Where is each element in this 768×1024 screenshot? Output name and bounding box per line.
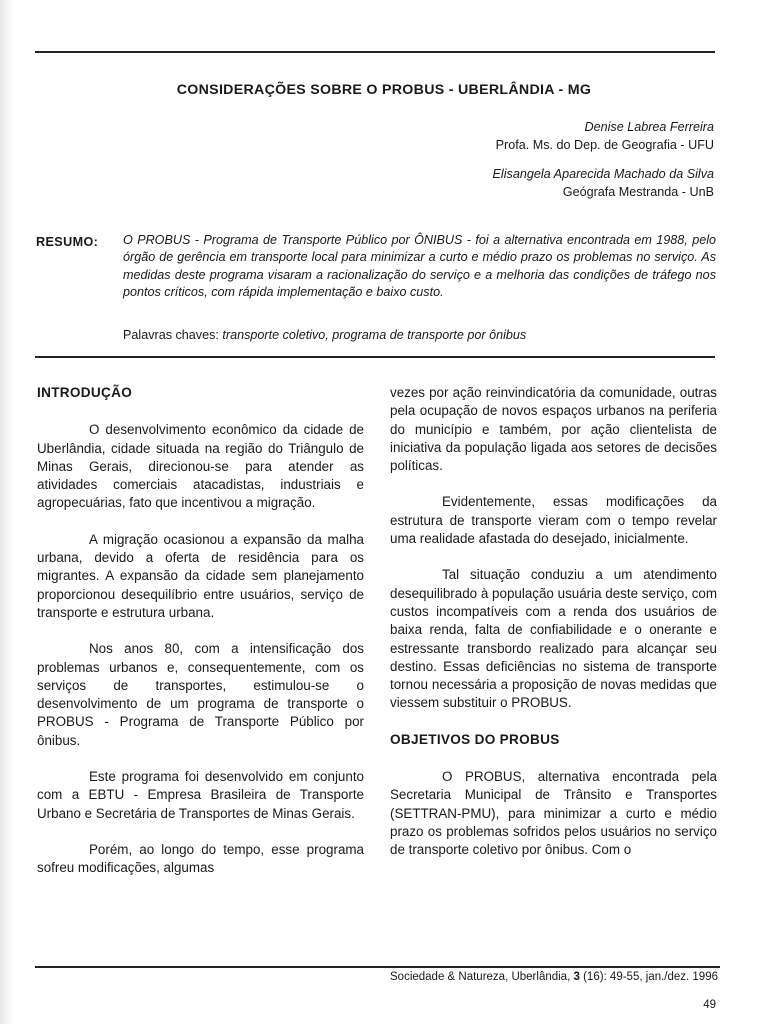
author-name: Elisangela Aparecida Machado da Silva bbox=[492, 167, 714, 181]
paragraph: O PROBUS, alternativa encontrada pela Secretaria Municipal de Trânsito e Transportes (SETTRAN-PMU), para minimizar a curto e médio prazo os problemas sofridos pelos usuários no serviço de transporte coletivo por ônibus. Com o bbox=[390, 769, 717, 858]
paragraph: Este programa foi desenvolvido em conjunto com a EBTU - Empresa Brasileira de Transporte Urbano e Secretária de Transportes de Minas Gerais. bbox=[37, 769, 364, 821]
page-edge-shadow bbox=[0, 0, 14, 1024]
paragraph: A migração ocasionou a expansão da malha urbana, devido a oferta de residência para os migrantes. A expansão da cidade sem planejamento proporcionou desequilíbrio entre usuários, serviço de transporte e estrutura urbana. bbox=[37, 531, 364, 620]
page-number: 49 bbox=[703, 999, 716, 1011]
author-block-1 bbox=[496, 118, 714, 154]
paragraph: Tal situação conduziu a um atendimento desequilibrado à população usuária deste serviço, com custos incompatíveis com a renda dos usuários de baixa renda, falta de confiabilidade e o onerante e estressante transbordo realizado para alcançar seu destino. Essas deficiências no sistema de transporte tornou necessária a proposição de novas medidas que viessem substituir o PROBUS. bbox=[390, 567, 717, 711]
journal-citation bbox=[390, 971, 718, 983]
citation-suffix: (16): 49-55, jan./dez. 1996 bbox=[583, 971, 718, 983]
citation-prefix: Sociedade & Natureza, Uberlândia, bbox=[390, 971, 571, 983]
author-block-2 bbox=[493, 165, 714, 201]
keywords-terms: transporte coletivo, programa de transporte por ônibus bbox=[222, 328, 527, 342]
header-rule bbox=[35, 51, 715, 53]
paragraph: O desenvolvimento econômico da cidade de Uberlândia, cidade situada na região do Triângulo de Minas Gerais, direcionou-se para atender as atividades comerciais atacadistas, industriais e agropecuárias, fato que incentivou a migração. bbox=[37, 422, 364, 511]
paragraph: Porém, ao longo do tempo, esse programa sofreu modificações, algumas bbox=[37, 841, 364, 876]
abstract-text: O PROBUS - Programa de Transporte Público por ÔNIBUS - foi a alternativa encontrada em 1988, pelo órgão de gerência em transporte local para minimizar a curto e médio prazo os problemas no serviço. As medidas deste programa visaram a racionalização do serviço e a melhoria das condições de tráfego nos pontos críticos, com rápida implementação e baixo custo. bbox=[123, 233, 716, 299]
keywords-label: Palavras chaves: bbox=[123, 328, 219, 342]
abstract-rule bbox=[35, 356, 715, 358]
paragraph: Nos anos 80, com a intensificação dos problemas urbanos e, consequentemente, com os serviços de transportes, estimulou-se o desenvolvimento de um programa de transporte o PROBUS - Programa de Transporte Público por ônibus. bbox=[37, 641, 364, 748]
paper-title: CONSIDERAÇÕES SOBRE O PROBUS - UBERLÂNDIA - MG bbox=[176, 82, 592, 98]
author-affiliation: Geógrafa Mestranda - UnB bbox=[562, 185, 714, 199]
objectives-heading: OBJETIVOS DO PROBUS bbox=[390, 731, 560, 747]
left-column bbox=[37, 384, 364, 878]
right-column bbox=[390, 384, 717, 860]
footer-rule bbox=[35, 966, 720, 968]
paragraph: Evidentemente, essas modificações da estrutura de transporte vieram com o tempo revelar uma realidade afastada do desejado, inicialmente. bbox=[390, 494, 717, 547]
author-affiliation: Profa. Ms. do Dep. de Geografia - UFU bbox=[495, 138, 714, 152]
intro-heading: INTRODUÇÃO bbox=[37, 385, 133, 400]
abstract-label: RESUMO: bbox=[36, 235, 99, 249]
author-name: Denise Labrea Ferreira bbox=[584, 120, 714, 134]
citation-volume: 3 bbox=[573, 971, 580, 983]
paragraph-continuation: vezes por ação reinvindicatória da comunidade, outras pela ocupação de novos espaços urbanos na periferia do município e também, por ação clientelista de iniciativa da população ligada aos setores de decisões políticas. bbox=[390, 385, 717, 474]
keywords-line bbox=[123, 327, 723, 344]
